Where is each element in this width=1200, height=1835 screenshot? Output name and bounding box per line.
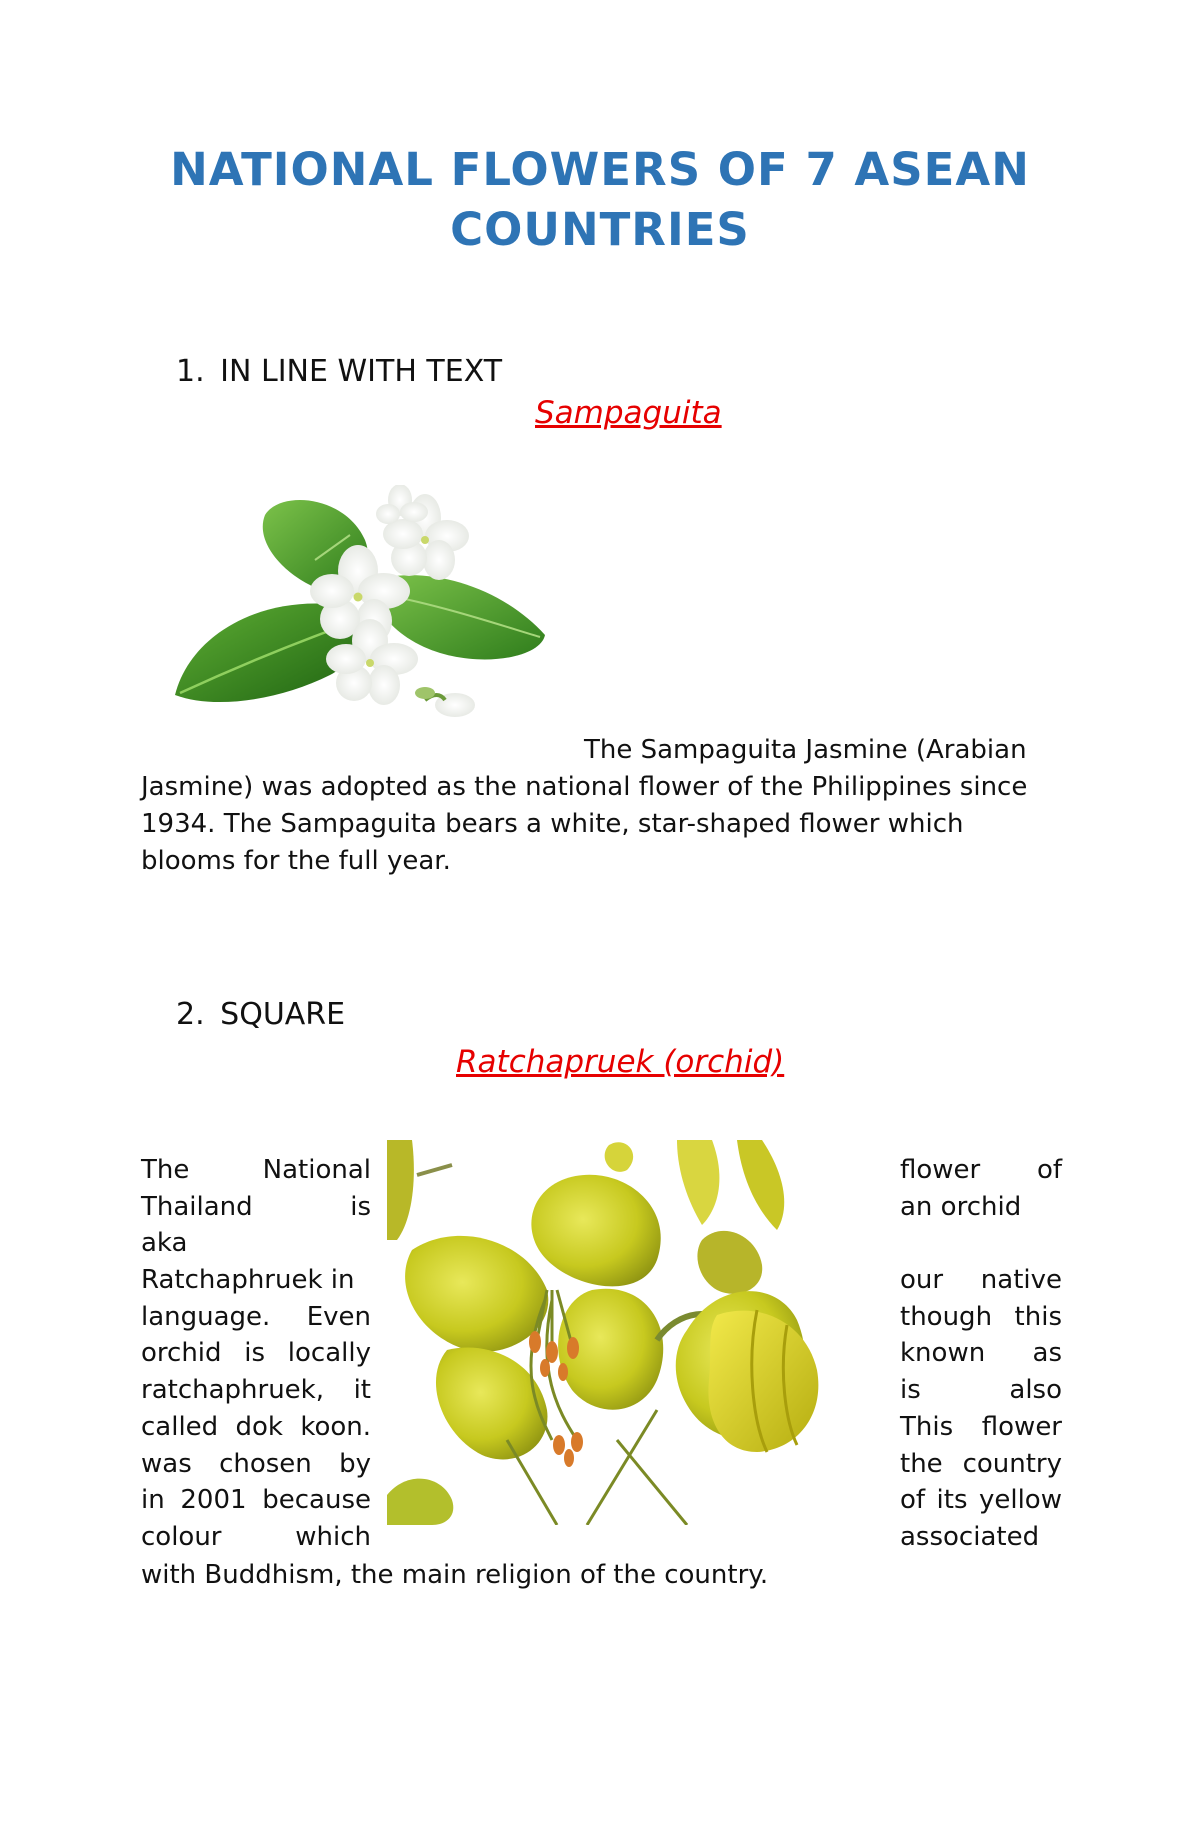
right-line-word: our: [900, 1265, 944, 1296]
left-line-line: [141, 1409, 371, 1446]
section1-paragraph: [141, 732, 1061, 880]
left-line-word: colour: [141, 1521, 222, 1552]
left-line-word: ratchaphruek,: [141, 1375, 324, 1406]
right-line-word: of: [900, 1485, 926, 1516]
right-line-word: as: [1032, 1338, 1062, 1369]
right-line-line: [900, 1409, 1062, 1446]
right-line-word: This: [900, 1411, 954, 1442]
section2-heading: [176, 997, 345, 1032]
right-line-word: yellow: [978, 1485, 1062, 1516]
left-line-word: koon.: [300, 1411, 371, 1442]
section1-line-2: Jasmine) was adopted as the national flower of the Philippines since: [141, 772, 1028, 802]
left-line-word: chosen: [219, 1448, 312, 1479]
right-line-line: [900, 1225, 1062, 1262]
section1-line-3: 1934. The Sampaguita bears a white, star-shaped flower which: [141, 809, 964, 839]
section2-last-line: with Buddhism, the main religion of the country.: [141, 1560, 769, 1590]
left-line-word: The: [141, 1155, 190, 1185]
section2-right-column: [900, 1152, 1062, 1556]
sampaguita-flower-image: [170, 485, 555, 730]
right-line-word: also: [1009, 1375, 1062, 1406]
section2-flower-name: Ratchapruek (orchid): [456, 1044, 785, 1080]
section1-heading: [176, 354, 502, 389]
right-line-line: [900, 1335, 1062, 1372]
left-line-word: Thailand: [141, 1191, 253, 1222]
right-line-word: its: [936, 1485, 968, 1516]
right-line-word: flower: [900, 1155, 981, 1185]
right-line-line: [900, 1446, 1062, 1483]
right-line-word: the: [900, 1448, 943, 1479]
left-line-word: by: [339, 1448, 371, 1479]
left-line-word: 2001: [180, 1485, 247, 1516]
right-line-word: flower: [981, 1411, 1062, 1442]
page-title: [150, 140, 1050, 260]
left-line-line: [141, 1225, 371, 1262]
left-line-word: Even: [306, 1301, 371, 1332]
section2-heading-text: SQUARE: [220, 997, 346, 1032]
left-line-line: [141, 1299, 371, 1336]
right-line-word: this: [1014, 1301, 1062, 1332]
left-line-word: which: [295, 1521, 371, 1552]
left-line-word: language.: [141, 1301, 271, 1332]
right-line-word: though: [900, 1301, 993, 1332]
section1-line-1: The Sampaguita Jasmine (Arabian: [584, 735, 1027, 765]
right-line-word: of: [1036, 1155, 1062, 1185]
right-line-word: native: [980, 1265, 1062, 1296]
left-line-word: is: [350, 1191, 371, 1222]
left-line-word: is: [244, 1338, 266, 1369]
section1-flower-name: Sampaguita: [535, 395, 722, 431]
right-line-word: known: [900, 1338, 986, 1369]
right-line-line: [900, 1482, 1062, 1519]
ratchapruek-flower-image: [387, 1140, 877, 1525]
right-line-line: [900, 1189, 1062, 1226]
left-line-line: [141, 1482, 371, 1519]
left-line-line: [141, 1189, 371, 1226]
right-line-line: [900, 1372, 1062, 1409]
left-line-line: [141, 1262, 371, 1299]
section1-heading-text: IN LINE WITH TEXT: [220, 354, 503, 389]
left-line-word: aka: [141, 1228, 188, 1259]
left-line-word: dok: [235, 1411, 283, 1442]
left-line-word: National: [262, 1155, 371, 1185]
left-line-word: it: [353, 1375, 371, 1406]
right-line-word: associated: [900, 1521, 1040, 1552]
left-line-word: in: [141, 1485, 165, 1516]
left-line-word: orchid: [141, 1338, 222, 1369]
left-line-line: [141, 1335, 371, 1372]
left-line-line: [141, 1446, 371, 1483]
right-line-line: [900, 1299, 1062, 1336]
right-line-word: an orchid: [900, 1191, 1022, 1222]
section1-line-4: blooms for the full year.: [141, 846, 451, 876]
left-line-word: Ratchaphruek in: [141, 1265, 355, 1296]
left-line-word: was: [141, 1448, 192, 1479]
left-line-word: called: [141, 1411, 219, 1442]
left-line-word: locally: [287, 1338, 371, 1369]
right-line-word: is: [900, 1375, 921, 1406]
left-line-line: [141, 1372, 371, 1409]
left-line-word: because: [262, 1485, 371, 1516]
section1-number: 1.: [176, 354, 205, 389]
left-line-line: [141, 1152, 371, 1189]
right-line-line: [900, 1152, 1062, 1189]
left-line-line: [141, 1519, 371, 1556]
title-line-2: COUNTRIES: [450, 203, 750, 256]
right-line-line: [900, 1519, 1062, 1556]
section2-left-column: [141, 1152, 371, 1556]
right-line-line: [900, 1262, 1062, 1299]
right-line-word: country: [962, 1448, 1062, 1479]
title-line-1: NATIONAL FLOWERS OF 7 ASEAN: [170, 143, 1030, 196]
section2-number: 2.: [176, 997, 205, 1032]
